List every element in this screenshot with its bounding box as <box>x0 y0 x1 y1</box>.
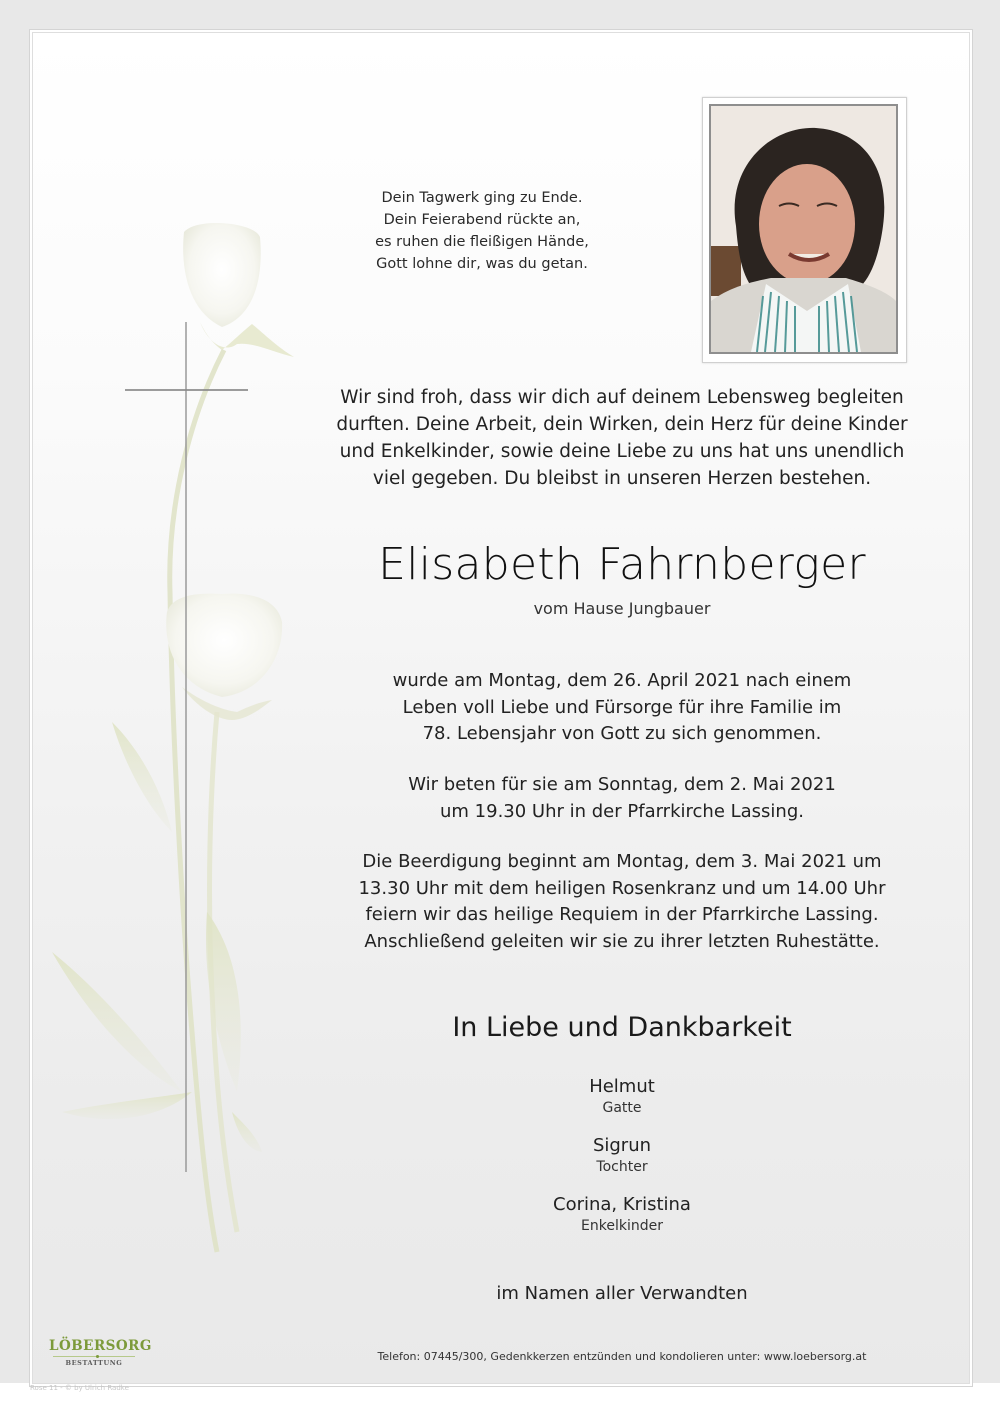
mourner-name: Helmut <box>589 1076 655 1097</box>
cross-vertical-line <box>185 322 187 1172</box>
funeral-line: Anschließend geleiten wir sie zu ihrer letzten Ruhestätte. <box>364 930 880 952</box>
funeral-home-logo <box>49 1338 152 1367</box>
verse-line: Dein Feierabend rückte an, <box>383 212 581 228</box>
funeral-line: 13.30 Uhr mit dem heiligen Rosenkranz und um 14.00 Uhr <box>358 877 886 899</box>
tribute-line: Wir sind froh, dass wir dich auf deinem Lebensweg begleiten <box>340 387 904 408</box>
maiden-name: vom Hause Jungbauer <box>533 599 711 618</box>
death-notice <box>272 668 972 748</box>
death-notice-line: Leben voll Liebe und Fürsorge für ihre Familie im <box>402 696 842 718</box>
closing-line: im Namen aller Verwandten <box>496 1283 748 1304</box>
portrait-frame <box>702 97 907 363</box>
mourners-heading: In Liebe und Dankbarkeit <box>452 1012 792 1043</box>
mourners-list <box>272 1075 972 1252</box>
logo-subtitle: BESTATTUNG <box>65 1359 123 1367</box>
memorial-verse <box>332 187 632 275</box>
mourner-relation: Gatte <box>602 1100 642 1116</box>
portrait-image-icon <box>711 106 896 352</box>
prayer-line: um 19.30 Uhr in der Pfarrkirche Lassing. <box>440 800 804 822</box>
prayer-line: Wir beten für sie am Sonntag, dem 2. Mai 2021 <box>408 774 836 795</box>
funeral-notice <box>272 849 972 955</box>
mourner-entry <box>272 1075 972 1118</box>
tribute-line: und Enkelkinder, sowie deine Liebe zu uns hat uns unendlich <box>339 441 905 462</box>
mourner-relation: Tochter <box>596 1159 648 1175</box>
verse-line: Dein Tagwerk ging zu Ende. <box>381 190 583 206</box>
tribute-line: durften. Deine Arbeit, dein Wirken, dein Herz für deine Kinder <box>336 414 908 435</box>
death-notice-line: 78. Lebensjahr von Gott zu sich genommen. <box>422 723 822 744</box>
mourner-entry <box>272 1134 972 1177</box>
mourner-name: Sigrun <box>592 1135 652 1156</box>
funeral-line: Die Beerdigung beginnt am Montag, dem 3. Mai 2021 um <box>362 851 882 872</box>
death-notice-line: wurde am Montag, dem 26. April 2021 nach einem <box>392 670 852 691</box>
tribute-line: viel gegeben. Du bleibst in unseren Herzen bestehen. <box>372 468 872 489</box>
deceased-name: Elisabeth Fahrnberger <box>378 539 866 590</box>
obituary-card <box>30 30 972 1386</box>
logo-wordmark: LÖBERSORG <box>49 1338 152 1354</box>
contact-footer: Telefon: 07445/300, Gedenkkerzen entzünden und kondolieren unter: www.loebersorg.at <box>377 1350 867 1363</box>
mourner-entry <box>272 1193 972 1236</box>
mourner-name: Corina, Kristina <box>553 1194 691 1215</box>
cross-horizontal-line <box>125 389 248 391</box>
funeral-line: feiern wir das heilige Requiem in der Pfarrkirche Lassing. <box>365 904 879 925</box>
mourner-relation: Enkelkinder <box>581 1218 663 1234</box>
prayer-notice <box>272 772 972 825</box>
logo-divider <box>53 1356 135 1357</box>
verse-line: Gott lohne dir, was du getan. <box>376 256 588 272</box>
tribute-text <box>272 384 972 492</box>
image-credit: Rose 11 - © by Ulrich Radke <box>30 1384 129 1392</box>
portrait-photo <box>709 104 898 354</box>
verse-line: es ruhen die fleißigen Hände, <box>375 234 589 250</box>
